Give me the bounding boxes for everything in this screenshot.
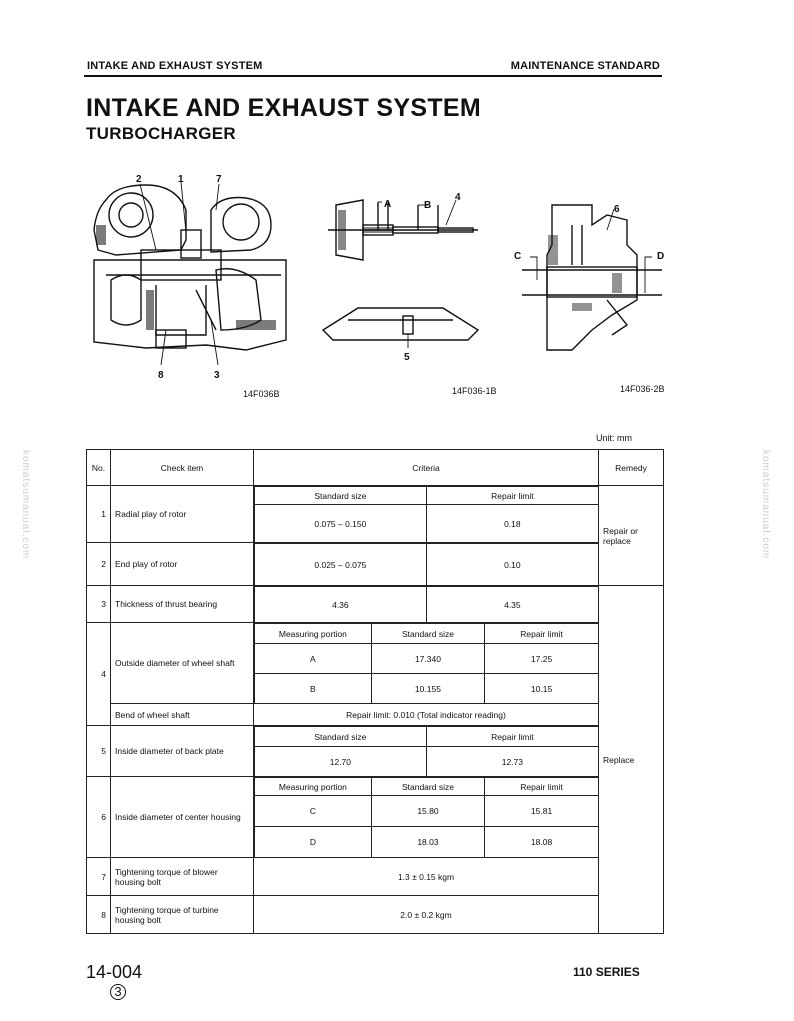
callout-a: A — [384, 199, 392, 210]
figure-caption-1: 14F036B — [243, 389, 280, 399]
page-number: 14-004 — [86, 962, 143, 982]
callout-b: B — [424, 200, 432, 211]
table-row: 2 End play of rotor 0.025 – 0.075 0.10 — [87, 543, 664, 586]
table-row: 4 Outside diameter of wheel shaft Measuring portion Standard size Repair limit A 17.340 17.25 B 10.155 10.15 — [87, 623, 664, 704]
header-section: INTAKE AND EXHAUST SYSTEM — [87, 60, 263, 72]
turbocharger-section-figure — [86, 170, 296, 385]
watermark-right: komatsumanual.com — [760, 450, 771, 560]
revision-mark: 3 — [110, 984, 126, 1000]
table-row: 7 Tightening torque of blower housing bolt 1.3 ± 0.15 kgm — [87, 858, 664, 896]
table-row: Bend of wheel shaft Repair limit: 0.010 (Total indicator reading) — [87, 704, 664, 726]
figure-caption-3: 14F036-2B — [620, 384, 665, 394]
col-remedy: Remedy — [599, 450, 664, 486]
callout-4: 4 — [455, 192, 461, 203]
remedy-repair-or-replace: Repair or replace — [599, 486, 664, 586]
callout-5: 5 — [404, 352, 410, 363]
header-chapter: MAINTENANCE STANDARD — [510, 60, 660, 72]
unit-label: Unit: mm — [596, 433, 632, 443]
check-item: Tightening torque of blower housing bolt — [111, 858, 254, 896]
table-row: 1 Radial play of rotor Standard size Repair limit 0.075 – 0.150 0.18 Repair or replace — [87, 486, 664, 543]
check-item: Tightening torque of turbine housing bolt — [111, 896, 254, 934]
col-no: No. — [87, 450, 111, 486]
check-item: Thickness of thrust bearing — [111, 586, 254, 623]
check-item: Inside diameter of back plate — [111, 726, 254, 777]
maintenance-standard-table — [86, 449, 664, 934]
callout-7: 7 — [216, 174, 222, 185]
running-header — [84, 60, 662, 77]
table-row: 3 Thickness of thrust bearing 4.36 4.35 Replace — [87, 586, 664, 623]
callout-8: 8 — [158, 370, 164, 381]
watermark-left: komatsumanual.com — [20, 450, 31, 560]
check-item: End play of rotor — [111, 543, 254, 586]
callout-c: C — [514, 251, 522, 262]
callout-1: 1 — [178, 174, 184, 185]
table-row: 8 Tightening torque of turbine housing bolt 2.0 ± 0.2 kgm — [87, 896, 664, 934]
callout-d: D — [657, 251, 665, 262]
center-housing-figure — [512, 195, 672, 355]
col-check-item: Check item — [111, 450, 254, 486]
table-row: 5 Inside diameter of back plate Standard size Repair limit 12.70 12.73 — [87, 726, 664, 777]
page-subtitle: TURBOCHARGER — [86, 124, 236, 143]
wheel-shaft-figure — [318, 190, 483, 370]
callout-2: 2 — [136, 174, 142, 185]
check-item: Radial play of rotor — [111, 486, 254, 543]
check-item: Bend of wheel shaft — [111, 704, 254, 726]
callout-3: 3 — [214, 370, 220, 381]
col-criteria: Criteria — [254, 450, 599, 486]
check-item: Outside diameter of wheel shaft — [111, 623, 254, 704]
check-item: Inside diameter of center housing — [111, 777, 254, 858]
page-title: INTAKE AND EXHAUST SYSTEM — [86, 94, 482, 122]
table-row: 6 Inside diameter of center housing Measuring portion Standard size Repair limit C 15.80 15.81 D 18.03 18.08 — [87, 777, 664, 858]
series-label: 110 SERIES — [573, 965, 640, 979]
figure-caption-2: 14F036-1B — [452, 386, 497, 396]
table-header-row — [87, 450, 664, 486]
callout-6: 6 — [614, 204, 620, 215]
remedy-replace: Replace — [599, 586, 664, 934]
